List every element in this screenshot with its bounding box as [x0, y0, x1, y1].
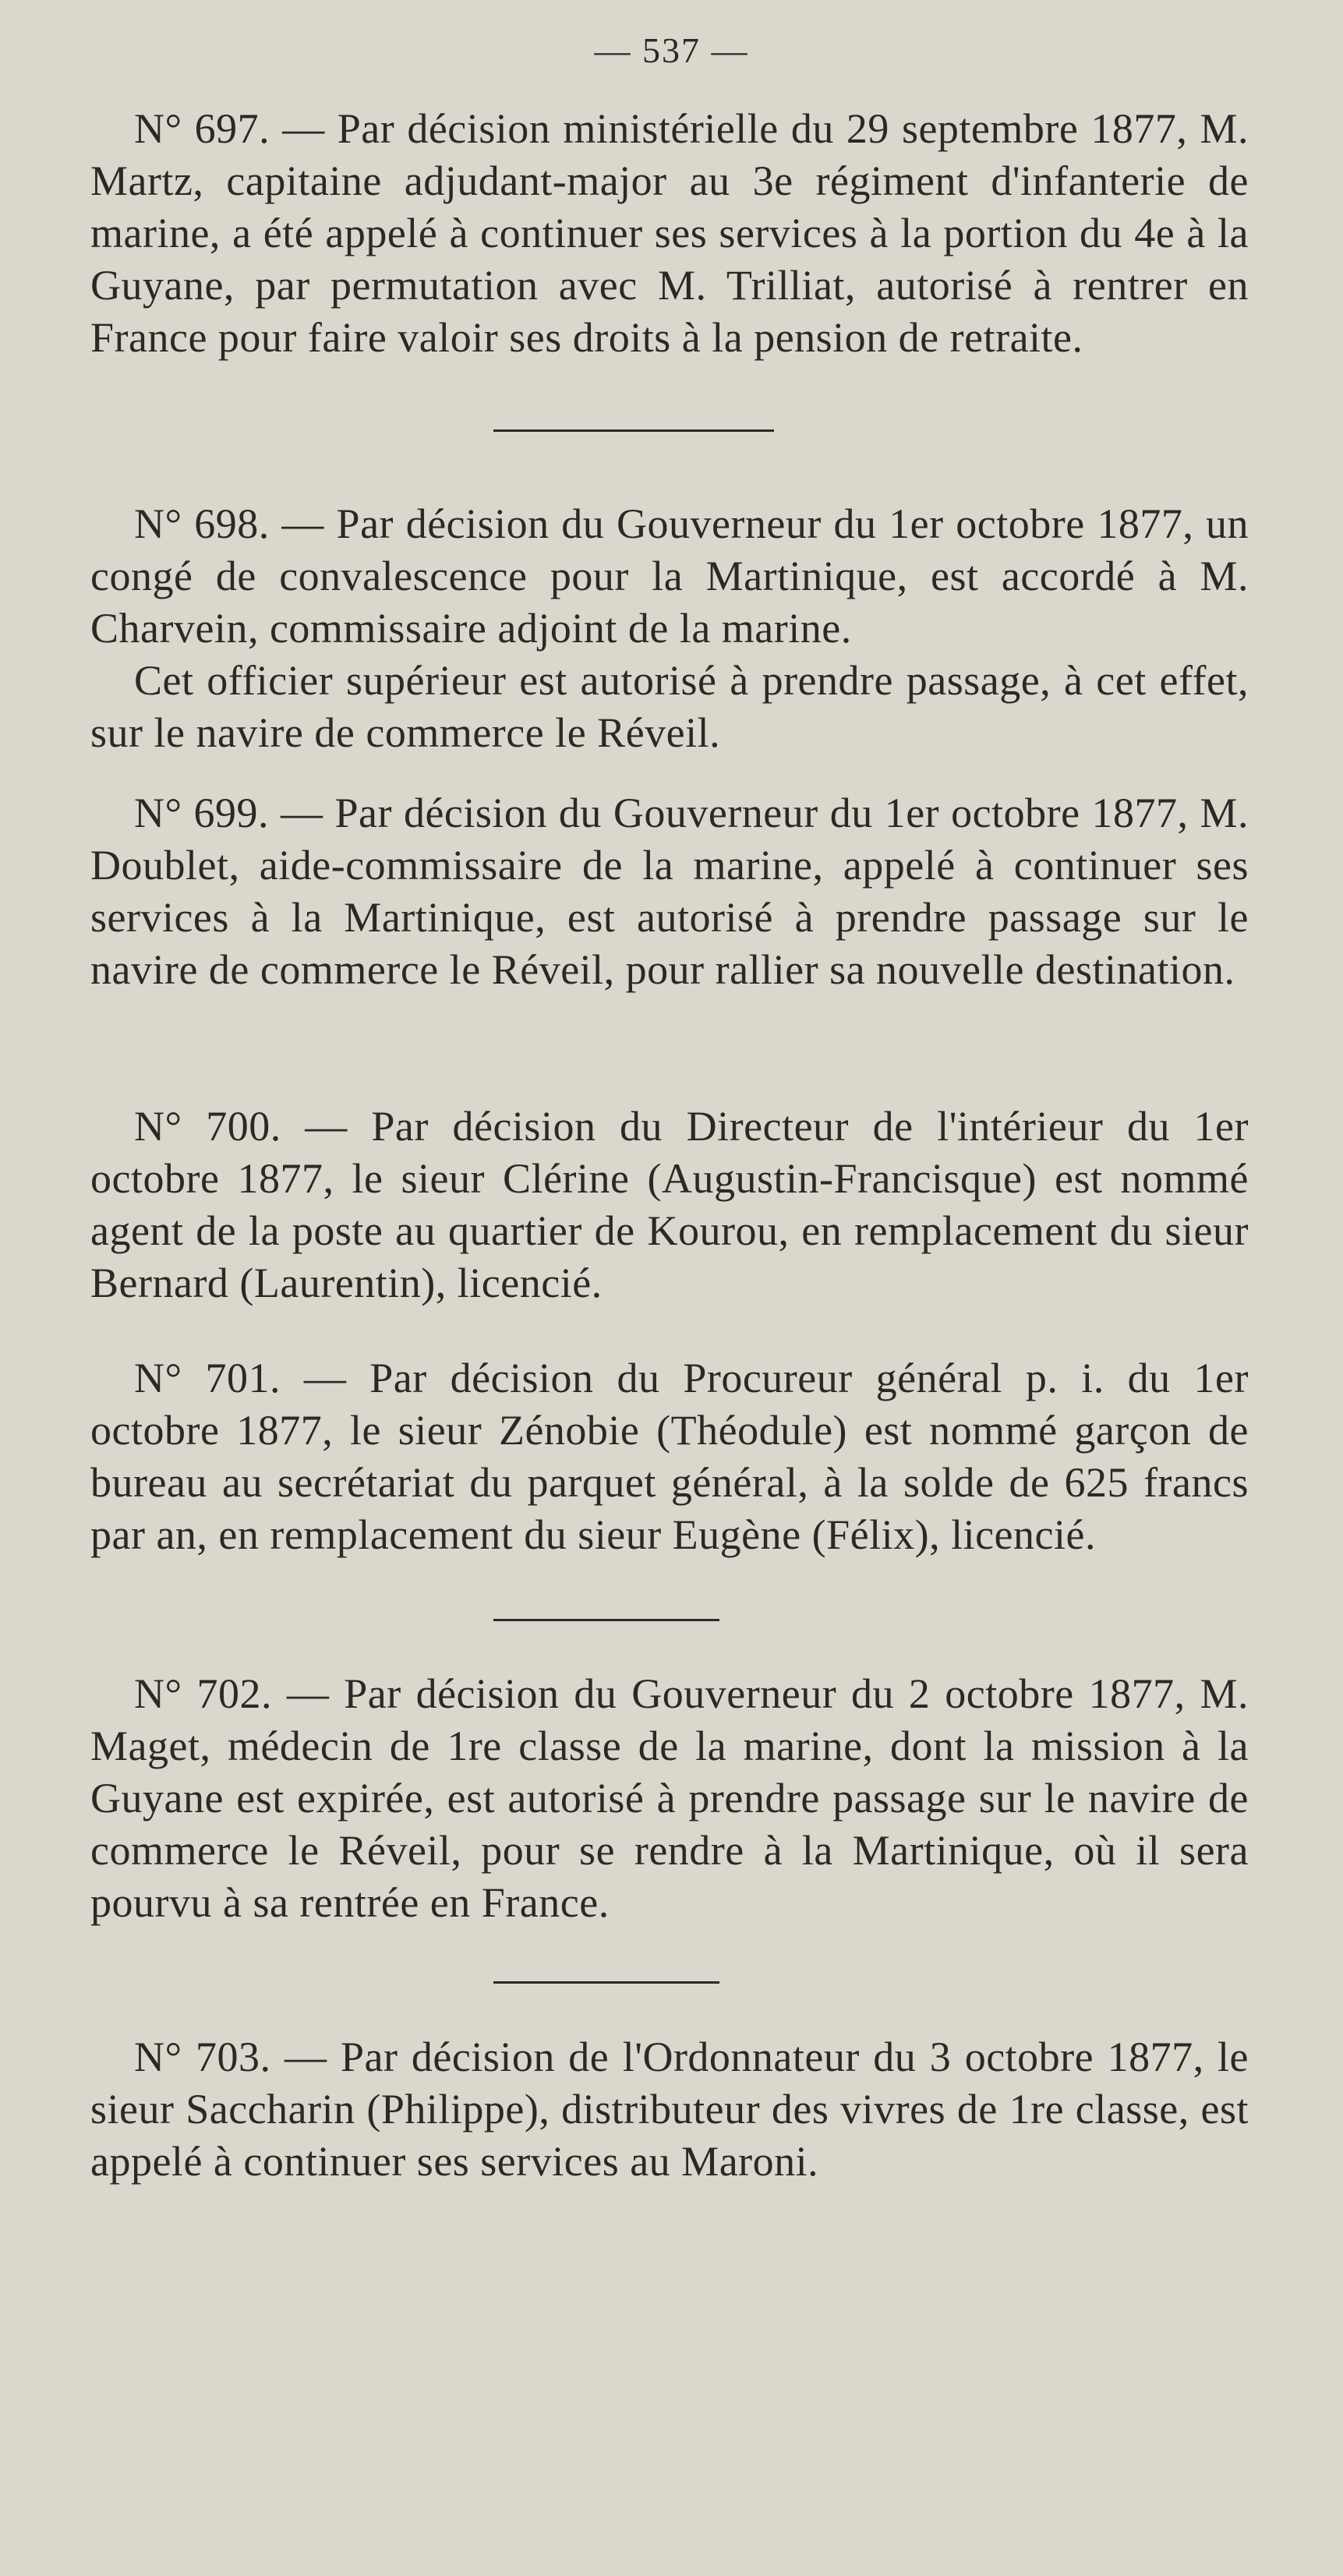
- entry-paragraph: N° 697. — Par décision ministérielle du 29 septembre 1877, M. Martz, capitaine adjudant-major au 3e régiment d'infanterie de marine, a été appelé à continuer ses services à la portion du 4e à la Guyane, par permutation avec M. Trilliat, autorisé à rentrer en France pour faire valoir ses droits à la pension de retraite.: [90, 105, 1249, 361]
- page-number: — 537 —: [594, 30, 749, 70]
- separator-rule: [493, 1619, 719, 1621]
- entry-703: [90, 2031, 1249, 2188]
- entry-paragraph: Cet officier supérieur est autorisé à prendre passage, à cet effet, sur le navire de commerce le Réveil.: [90, 657, 1249, 756]
- entry-701: [90, 1352, 1249, 1561]
- entry-699: [90, 787, 1249, 996]
- entry-697: [90, 103, 1249, 364]
- separator-rule: [493, 429, 774, 432]
- entry-paragraph: N° 698. — Par décision du Gouverneur du 1er octobre 1877, un congé de convalescence pour la Martinique, est accordé à M. Charvein, commissaire adjoint de la marine.: [90, 500, 1249, 652]
- entry-paragraph: N° 700. — Par décision du Directeur de l'intérieur du 1er octobre 1877, le sieur Clérine (Augustin-Francisque) est nommé agent de la poste au quartier de Kourou, en remplacement du sieur Bernard (Laurentin), licencié.: [90, 1103, 1249, 1306]
- entry-paragraph: N° 702. — Par décision du Gouverneur du 2 octobre 1877, M. Maget, médecin de 1re classe de la marine, dont la mission à la Guyane est expirée, est autorisé à prendre passage sur le navire de commerce le Réveil, pour se rendre à la Martinique, où il sera pourvu à sa rentrée en France.: [90, 1670, 1249, 1926]
- entry-700: [90, 1101, 1249, 1309]
- entry-698: [90, 498, 1249, 759]
- entry-702: [90, 1668, 1249, 1929]
- entry-paragraph: N° 699. — Par décision du Gouverneur du 1er octobre 1877, M. Doublet, aide-commissaire de la marine, appelé à continuer ses services à la Martinique, est autorisé à prendre passage sur le navire de commerce le Réveil, pour rallier sa nouvelle destination.: [90, 790, 1249, 993]
- separator-rule: [493, 1981, 719, 1984]
- entry-paragraph: N° 703. — Par décision de l'Ordonnateur du 3 octobre 1877, le sieur Saccharin (Philippe), distributeur des vivres de 1re classe, est appelé à continuer ses services au Maroni.: [90, 2034, 1249, 2185]
- entry-paragraph: N° 701. — Par décision du Procureur général p. i. du 1er octobre 1877, le sieur Zénobie (Théodule) est nommé garçon de bureau au secrétariat du parquet général, à la solde de 625 francs par an, en remplacement du sieur Eugène (Félix), licencié.: [90, 1355, 1249, 1558]
